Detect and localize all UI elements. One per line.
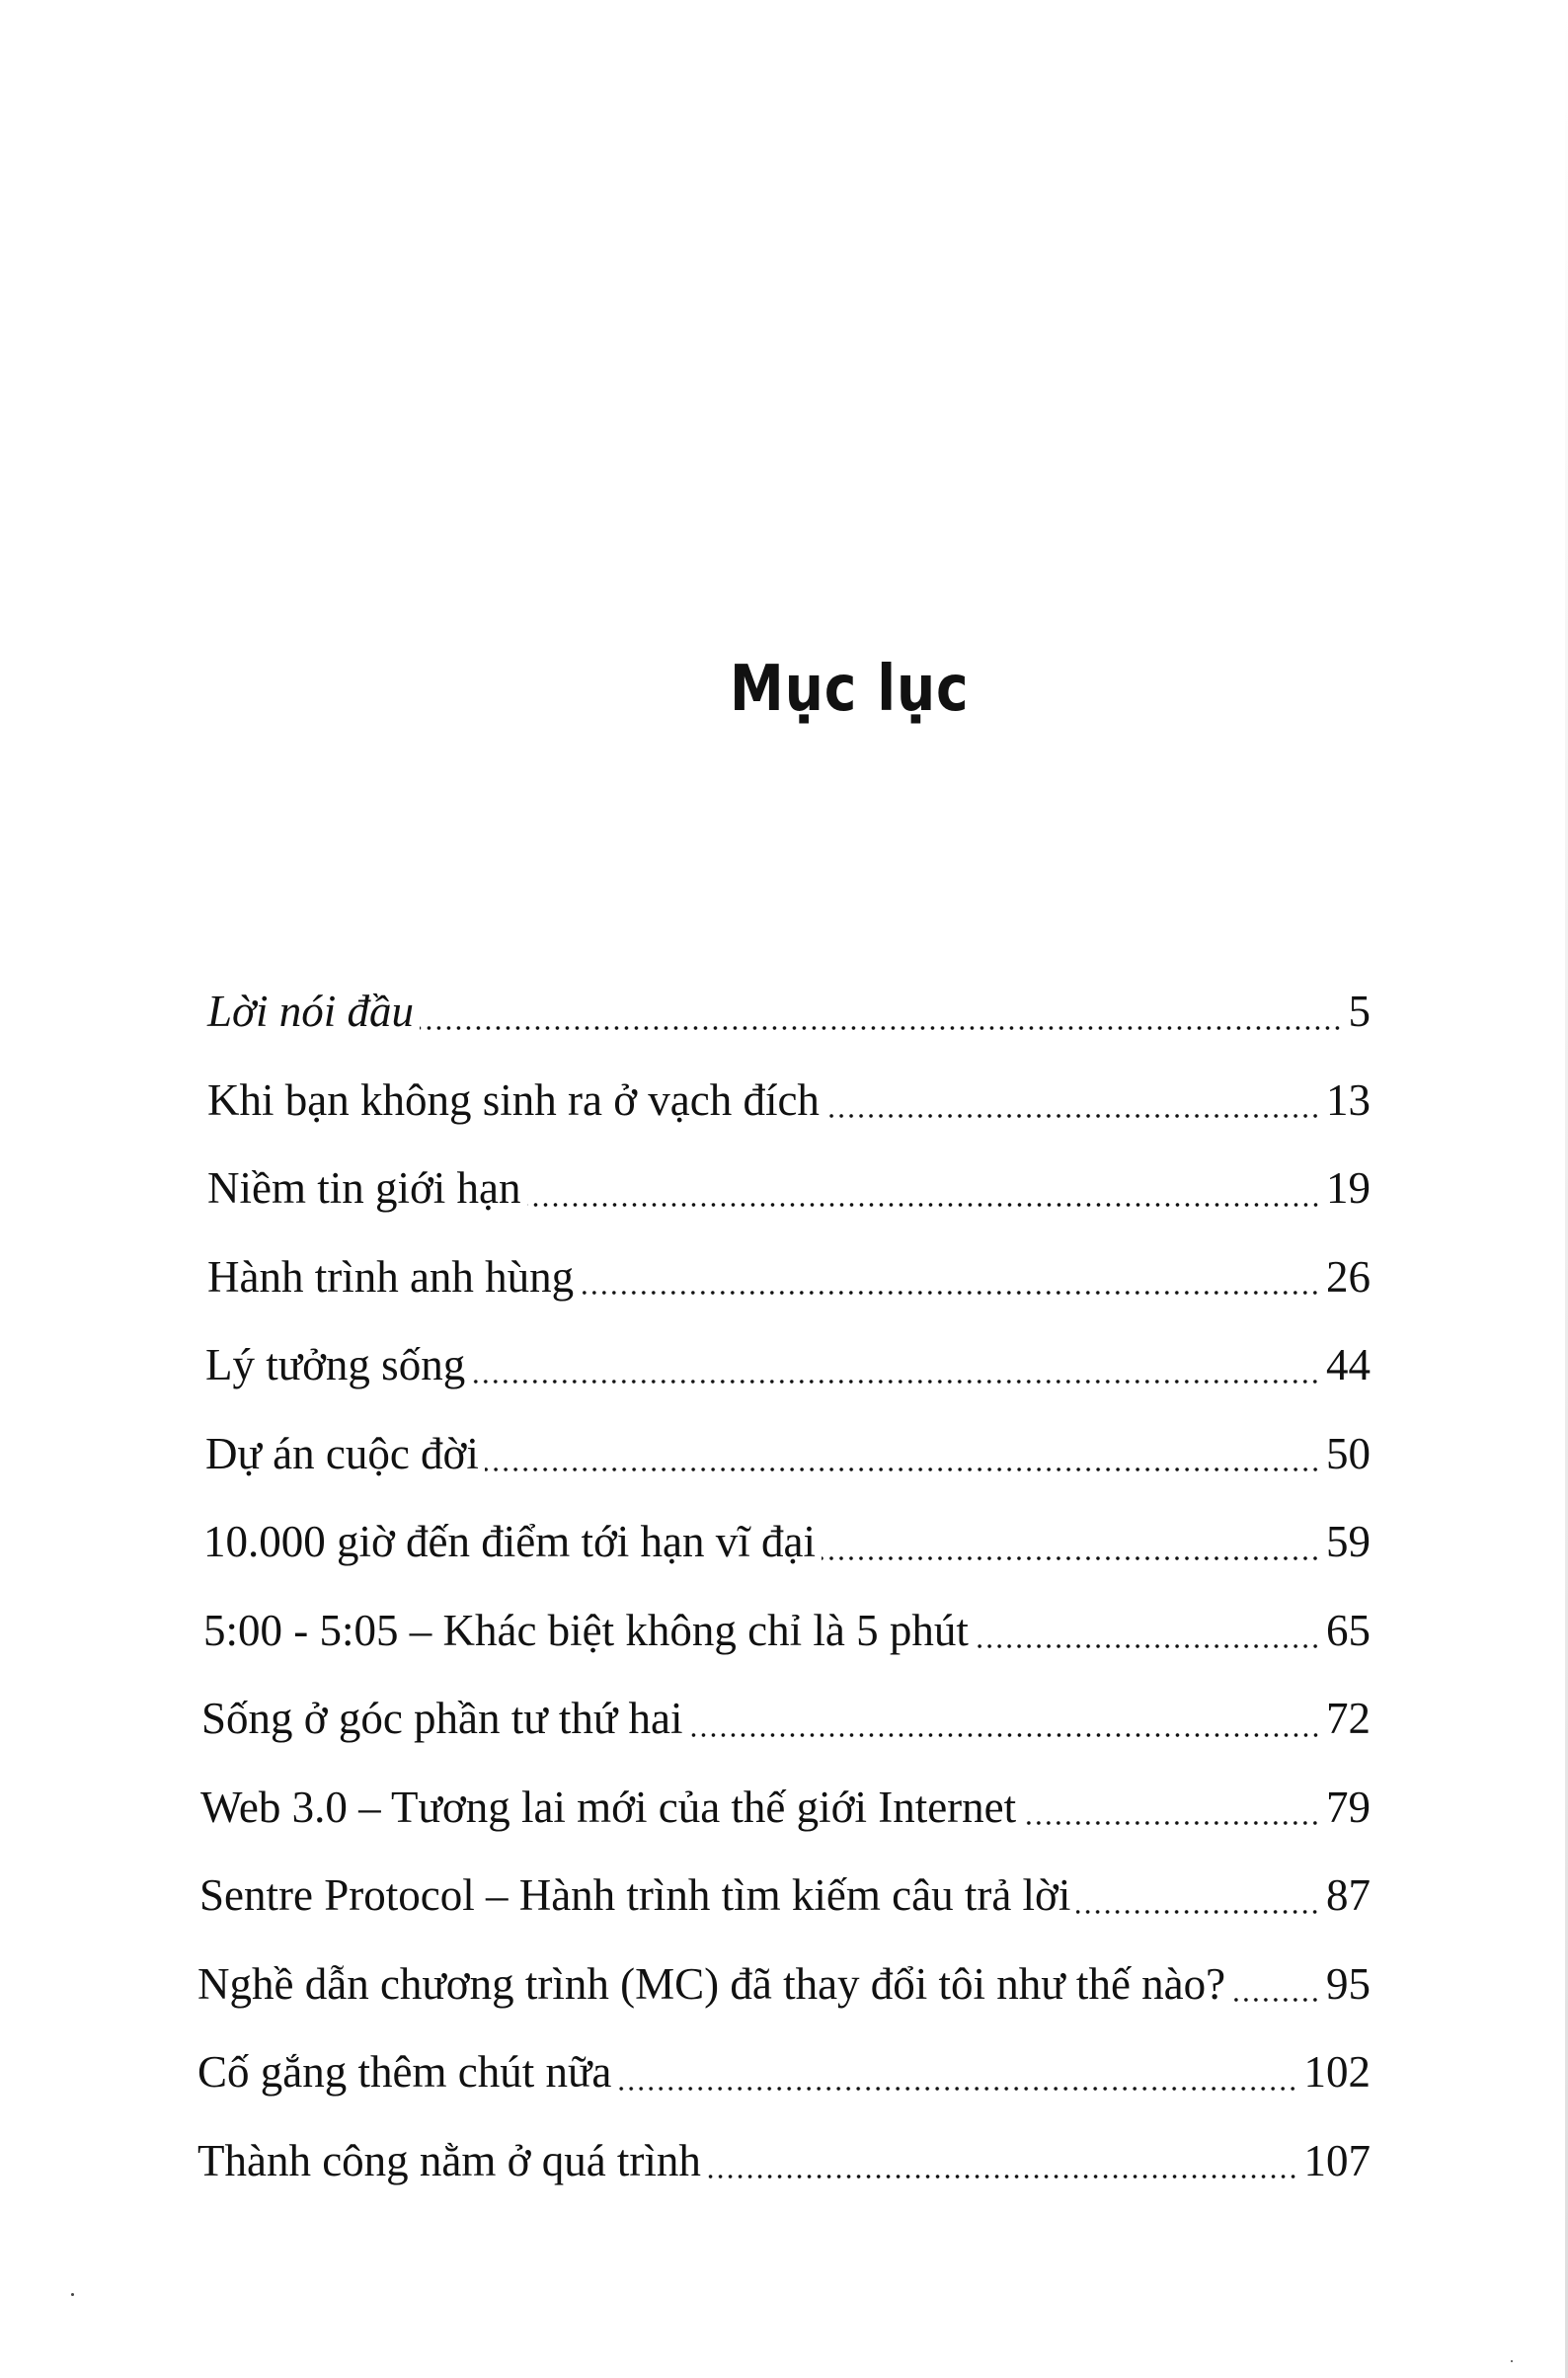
toc-entry-title: 10.000 giờ đến điểm tới hạn vĩ đại [203,1517,817,1567]
toc-entry [0,1145,1371,1233]
toc-entry-page-number: 59 [1326,1517,1371,1567]
dot-leader [689,1733,1320,1737]
dot-leader [822,1556,1320,1560]
toc-entry-page-number: 79 [1326,1782,1371,1832]
toc-entry-title: Khi bạn không sinh ra ở vạch đích [207,1074,820,1125]
toc-entry-title: Lời nói đầu [207,987,415,1037]
toc-entry [0,1764,1371,1853]
toc-entry [0,968,1371,1057]
toc-entry-title: 5:00 - 5:05 – Khác biệt không chỉ là 5 phút [203,1605,969,1655]
toc-entry [0,1410,1371,1499]
toc-entry [0,1941,1371,2029]
toc-entry [0,1587,1371,1676]
dot-leader [420,1026,1342,1030]
dot-leader [617,2087,1297,2091]
dot-leader [1231,1998,1320,2002]
toc-entry-title: Cố gắng thêm chút nữa [197,2047,612,2098]
table-of-contents [0,968,1568,2205]
toc-entry-title: Nghề dẫn chương trình (MC) đã thay đổi tôi như thế nào? [197,1958,1226,2009]
toc-entry-title: Hành trình anh hùng [207,1251,575,1302]
scan-speck [1511,2360,1513,2362]
dot-leader [580,1291,1320,1295]
toc-entry-title: Sentre Protocol – Hành trình tìm kiếm câu trả lời [199,1870,1071,1921]
toc-entry-title: Dự án cuộc đời [205,1428,479,1478]
dot-leader [527,1203,1320,1207]
toc-entry-page-number: 5 [1348,987,1371,1037]
toc-entry-title: Thành công nằm ở quá trình [197,2135,701,2185]
toc-entry-title: Web 3.0 – Tương lai mới của thế giới Internet [200,1782,1017,1832]
toc-entry-page-number: 44 [1326,1340,1371,1390]
toc-entry-page-number: 19 [1326,1163,1371,1214]
toc-entry-page-number: 13 [1326,1074,1371,1125]
toc-entry-page-number: 26 [1326,1251,1371,1302]
toc-entry-page-number: 65 [1326,1605,1371,1655]
dot-leader [471,1380,1320,1384]
toc-entry-title: Sống ở góc phần tư thứ hai [201,1694,683,1744]
page-title: Mục lục [730,653,970,726]
toc-entry-page-number: 102 [1303,2047,1371,2098]
toc-entry [0,1321,1371,1410]
toc-entry [0,1057,1371,1146]
toc-entry-page-number: 95 [1326,1958,1371,2009]
dot-leader [485,1467,1320,1471]
dot-leader [1076,1910,1320,1914]
toc-entry [0,1675,1371,1764]
toc-entry [0,2028,1371,2117]
toc-entry-page-number: 72 [1326,1694,1371,1744]
toc-entry [0,1852,1371,1941]
scan-speck [71,2293,74,2296]
toc-entry [0,1233,1371,1322]
dot-leader [825,1114,1320,1118]
toc-entry [0,1498,1371,1587]
toc-entry-page-number: 87 [1326,1870,1371,1921]
dot-leader [975,1644,1320,1648]
toc-entry-page-number: 50 [1326,1428,1371,1478]
dot-leader [707,2175,1298,2179]
dot-leader [1022,1821,1320,1825]
toc-entry-title: Lý tưởng sống [205,1340,466,1390]
toc-entry-title: Niềm tin giới hạn [207,1163,521,1214]
toc-entry-page-number: 107 [1303,2135,1371,2185]
toc-entry [0,2117,1371,2206]
